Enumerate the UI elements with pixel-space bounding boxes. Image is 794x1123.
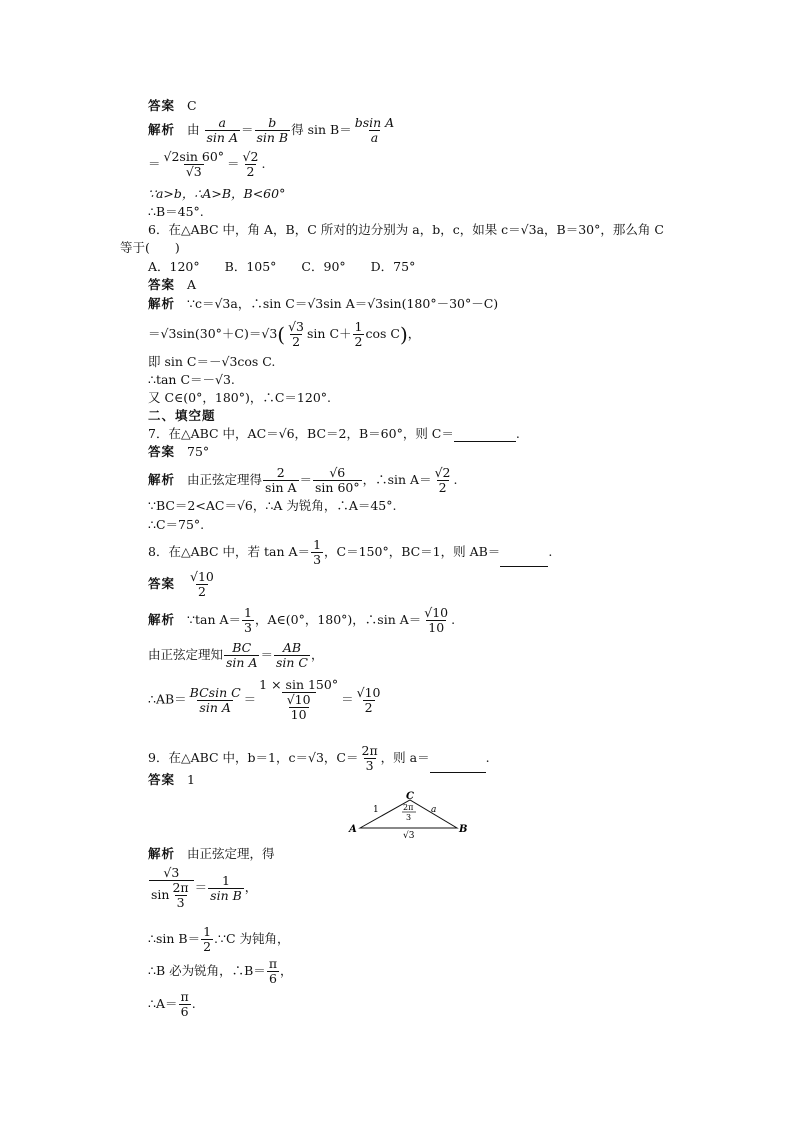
- solution-5-line-4: ∴B＝45°.: [148, 204, 204, 219]
- fraction: $\frac{√10}{2}$: [190, 569, 214, 599]
- side-b-label: 1: [373, 805, 379, 815]
- answer-6: 答案 A: [148, 277, 197, 292]
- solution-8-line-1: 解析 ∵tan A＝ $\frac{1}{3}$ ，A∈(0°，180°)，∴sin A＝ $\frac{√10}{10}$ .: [148, 605, 456, 635]
- side-c-label: √3: [403, 831, 415, 840]
- solution-9-line-2: √3 sin $\frac{2\pi}{3}$ ＝ $\frac{1}{\text{sin B}}$ ，: [151, 865, 258, 910]
- fraction: $\frac{1}{\text{sin B}}$: [210, 872, 242, 903]
- fraction: $\frac{√3}{2}$: [288, 319, 305, 349]
- solution-9-line-5: ∴A＝ $\frac{\pi}{6}$ .: [148, 989, 196, 1019]
- vertex-a-label: A: [349, 824, 357, 835]
- fraction: $\frac{1}{2}$: [354, 319, 363, 349]
- question-7: 7．在△ABC 中，AC＝√6，BC＝2，B＝60°，则 C＝ .: [148, 426, 520, 441]
- solution-8-line-2: 由正弦定理知 $\frac{BC}{\text{sin A}}$ ＝ $\frac{AB}{\text{sin C}}$ ，: [148, 640, 324, 670]
- fraction: $\frac{√2}{2}$: [434, 465, 451, 495]
- triangle-figure: [340, 788, 470, 840]
- solution-7-line-3: ∴C＝75°.: [148, 517, 205, 532]
- fraction: $\frac{2\pi}{3}$: [172, 880, 189, 910]
- question-6-line-1: 6．在△ABC 中，角 A，B，C 所对的边分别为 a，b，c，如果 c＝√3a，B＝30°，那么角 C: [148, 222, 664, 237]
- fraction: $\frac{\text{BCsin C}}{\text{sin A}}$: [189, 684, 241, 715]
- fraction: $\frac{√2\sin 60^\circ}{√3}$: [163, 149, 225, 179]
- solution-9-line-4: ∴B 必为锐角，∴B＝ $\frac{\pi}{6}$ ，: [148, 956, 293, 986]
- fraction: $\frac{√10}{10}$: [424, 605, 449, 635]
- fraction: $\frac{\pi}{6}$: [180, 989, 189, 1019]
- question-6-line-2: 等于( ): [120, 240, 180, 255]
- solution-5-line-1: 解析 由 $\frac{a}{\text{sin A}}$ ＝ $\frac{b}{\text{sin B}}$ 得 sin B＝ $\frac{\text{bsin A}}{a}$: [148, 115, 395, 145]
- question-9: 9．在△ABC 中，b＝1，c＝√3，C＝ $\frac{2\pi}{3}$ ，则 a＝ .: [148, 743, 490, 773]
- fraction: $\frac{b}{\text{sin B}}$: [256, 115, 289, 145]
- fraction: $\frac{2}{\text{sin A}}$: [265, 465, 297, 495]
- solution-7-line-1: 解析 由正弦定理得 $\frac{2}{\text{sin A}}$ ＝ $\frac{√6}{\sin 60^\circ}$ ，∴sin A＝ $\frac{√2}{2}$ .: [148, 465, 458, 495]
- angle-c-numerator: 2π: [403, 803, 414, 812]
- angle-c-denominator: 3: [406, 813, 412, 822]
- solution-9-line-1: 解析 由正弦定理，得: [148, 846, 275, 861]
- vertex-b-label: B: [459, 824, 468, 835]
- solution-5-line-3: ∵a>b，∴A>B，B<60°: [148, 186, 286, 201]
- fraction: $\frac{\pi}{6}$: [268, 956, 278, 986]
- fraction: $\frac{BC}{\text{sin A}}$: [226, 640, 258, 670]
- solution-9-line-3: ∴sin B＝ $\frac{1}{2}$ .∵C 为钝角，: [148, 924, 290, 954]
- vertex-c-label: C: [406, 791, 414, 802]
- fraction: $\frac{√6}{\sin 60^\circ}$: [315, 465, 360, 495]
- answer-7: 答案 75°: [148, 444, 210, 459]
- fraction: $\frac{\text{bsin A}}{a}$: [354, 115, 395, 145]
- solution-6-line-1: 解析 ∵c＝√3a，∴sin C＝√3sin A＝√3sin(180°－30°－C): [148, 296, 499, 311]
- fraction: $\frac{2\pi}{3}$: [361, 743, 378, 773]
- side-a-label: a: [431, 805, 437, 815]
- solution-5-line-2: ＝ $\frac{√2\sin 60^\circ}{√3}$ ＝ $\frac{√2}{2}$ .: [148, 149, 266, 179]
- fraction: $\frac{a}{\text{sin A}}$: [206, 115, 238, 145]
- fraction: $\frac{1}{2}$: [203, 924, 212, 954]
- fraction: $\frac{1 \times \sin 150^\circ}{\frac{√10}{10}}$: [259, 677, 339, 722]
- solution-7-line-2: ∵BC＝2<AC＝√6，∴A 为锐角，∴A＝45°.: [148, 498, 397, 513]
- solution-6-line-4: ∴tan C＝－√3.: [148, 372, 235, 387]
- fraction: √3 sin $\frac{2\pi}{3}$: [149, 866, 194, 910]
- fraction: $\frac{√2}{2}$: [242, 149, 259, 179]
- solution-6-line-2: ＝√3sin(30°＋C)＝√3( $\frac{√3}{2}$ sin C＋ $\frac{1}{2}$ cos C)，: [148, 319, 421, 349]
- fraction: $\frac{√10}{10}$: [286, 692, 311, 722]
- solution-6-line-5: 又 C∈(0°，180°)，∴C＝120°.: [148, 390, 332, 405]
- answer-8: 答案 $\frac{√10}{2}$: [148, 569, 214, 599]
- fraction: $\frac{√10}{2}$: [356, 684, 381, 715]
- solution-8-line-3: ∴AB＝ $\frac{\text{BCsin C}}{\text{sin A}}$ ＝ $\frac{1 \times \sin 150^\circ}{\frac{√10}{10}}$ ＝ $\frac{√10}{2}$: [148, 677, 381, 722]
- solution-6-line-3: 即 sin C＝－√3cos C.: [148, 354, 276, 369]
- answer-5: 答案 C: [148, 98, 197, 113]
- section-heading: 二、填空题: [148, 408, 216, 423]
- fraction: $\frac{1}{3}$: [313, 537, 322, 567]
- question-8: 8．在△ABC 中，若 tan A＝ $\frac{1}{3}$ ，C＝150°，BC＝1，则 AB＝ .: [148, 537, 553, 567]
- answer-9: 答案 1: [148, 772, 195, 787]
- question-6-options: A．120° B．105° C．90° D．75°: [148, 259, 416, 274]
- fraction: $\frac{1}{3}$: [244, 605, 252, 635]
- fraction: $\frac{AB}{\text{sin C}}$: [276, 640, 309, 670]
